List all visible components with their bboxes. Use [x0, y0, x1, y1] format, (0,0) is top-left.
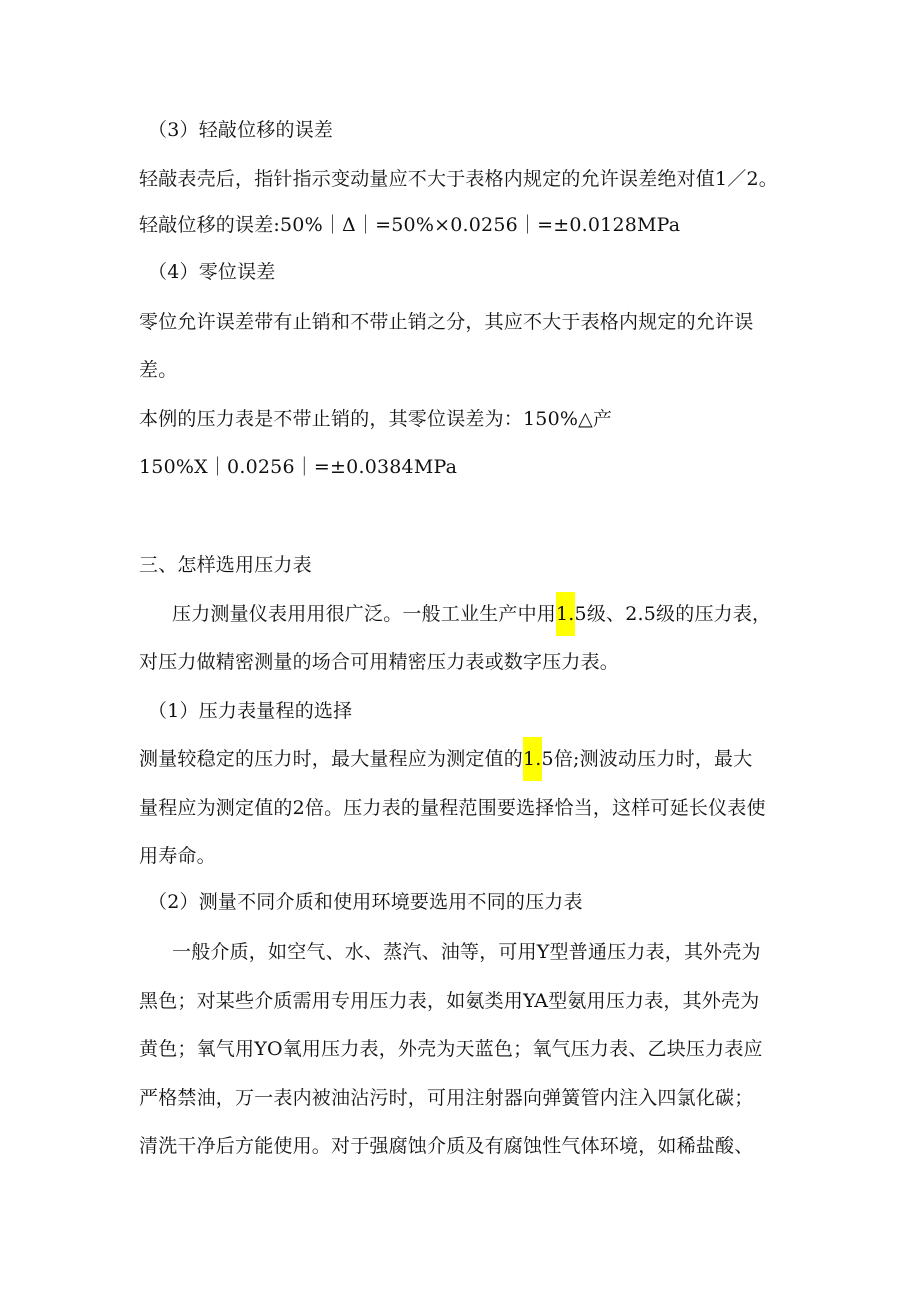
paragraph-range-line1 [139, 745, 920, 773]
paragraph-media-line1: 一般介质，如空气、水、蒸汽、油等，可用Y型普通压力表，其外壳为 [172, 941, 761, 963]
paragraph-media-line2: 黑色；对某些介质需用专用压力表，如氨类用YA型氨用压力表，其外壳为 [139, 990, 760, 1012]
paragraph-range-line2: 量程应为测定值的2倍。压力表的量程范围要选择恰当，这样可延长仪表使 [139, 797, 766, 819]
intro-text-a: 压力测量仪表用用很广泛。一般工业生产中用 [172, 603, 557, 625]
section-title-choose-gauge: 三、怎样选用压力表 [139, 554, 312, 576]
paragraph-zero-example: 本例的压力表是不带止销的，其零位误差为：150%△产 [139, 408, 613, 430]
range-text-a: 测量较稳定的压力时，最大量程应为测定值的 [139, 748, 524, 770]
range-text-b: 5倍;测波动压力时，最大 [541, 748, 753, 770]
highlight-mark: 1. [556, 592, 575, 636]
paragraph-zero-rule-line1: 零位允许误差带有止销和不带止销之分，其应不大于表格内规定的允许误 [139, 311, 754, 333]
paragraph-media-line3: 黄色；氧气用YO氧用压力表，外壳为天蓝色；氧气压力表、乙块压力表应 [139, 1038, 763, 1060]
paragraph-intro-line1 [172, 600, 920, 628]
paragraph-intro-line2: 对压力做精密测量的场合可用精密压力表或数字压力表。 [139, 651, 620, 673]
paragraph-tap-rule: 轻敲表壳后，指针指示变动量应不大于表格内规定的允许误差绝对值1／2。 [139, 168, 778, 190]
formula-tap-error: 轻敲位移的误差:50%｜Δ｜=50%×0.0256｜=±0.0128MPa [139, 214, 681, 236]
paragraph-zero-rule-line2: 差。 [139, 359, 178, 381]
heading-media-selection: （2）测量不同介质和使用环境要选用不同的压力表 [148, 891, 583, 913]
highlight-mark: 1. [523, 737, 542, 781]
heading-3-tap-displacement: （3）轻敲位移的误差 [148, 119, 334, 141]
heading-range-selection: （1）压力表量程的选择 [148, 700, 353, 722]
paragraph-media-line4: 严格禁油，万一表内被油沾污时，可用注射器向弹簧管内注入四氯化碳； [139, 1087, 754, 1109]
paragraph-range-line3: 用寿命。 [139, 845, 216, 867]
paragraph-media-line5: 清洗干净后方能使用。对于强腐蚀介质及有腐蚀性气体环境，如稀盐酸、 [139, 1135, 754, 1157]
heading-4-zero-error: （4）零位误差 [148, 261, 276, 283]
intro-text-b: 5级、2.5级的压力表， [574, 603, 772, 625]
formula-zero-error: 150%X｜0.0256｜=±0.0384MPa [139, 456, 458, 478]
